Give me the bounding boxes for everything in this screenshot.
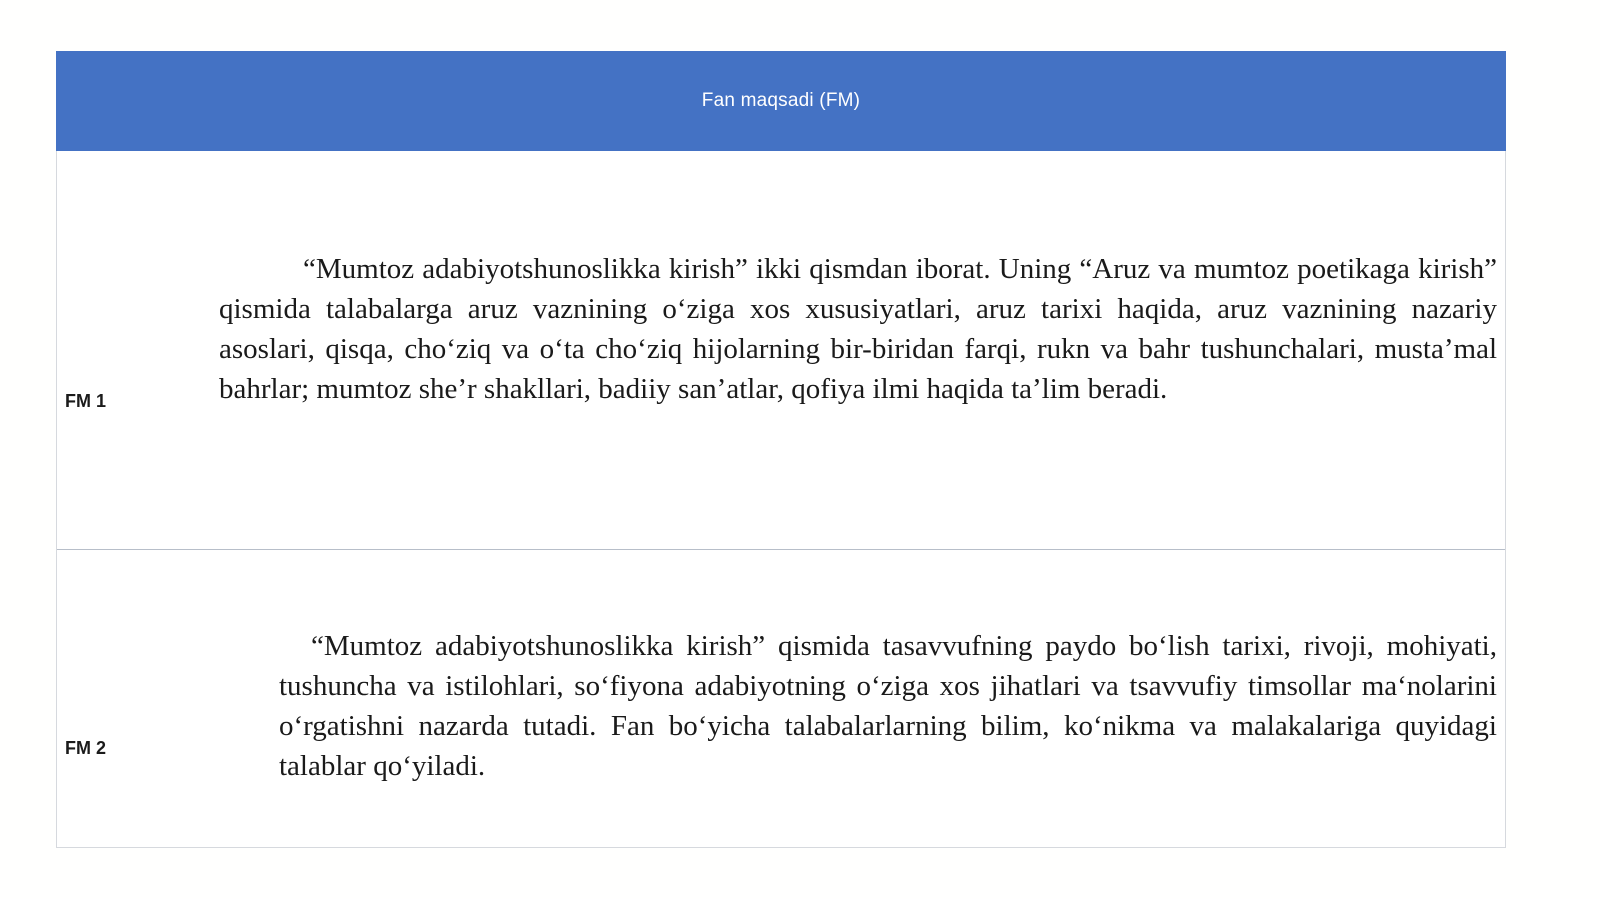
table-header bbox=[56, 51, 1506, 151]
table-row-fm2 bbox=[57, 550, 1505, 847]
header-title: Fan maqsadi (FM) bbox=[701, 90, 861, 111]
row-label-fm2: FM 2 bbox=[65, 738, 107, 758]
row-text-fm2: “Mumtoz adabiyotshunoslikka kirish” qismida tasavvufning paydo boʻlish tarixi, rivoji, mohiyati, tushuncha va istilohlari, soʻfiyona adabiyotning oʻziga xos jihatlari va tsavvufiy timsollar maʻnolarini oʻrgatishni nazarda tutadi. Fan boʻyicha talabalarlarning bilim, koʻnikma va malakalariga quyidagi talablar qoʻyiladi. bbox=[279, 630, 1497, 782]
table-row-fm1 bbox=[57, 151, 1505, 550]
row-text-fm1: “Mumtoz adabiyotshunoslikka kirish” ikki qismdan iborat. Uning “Aruz va mumtoz poetikaga kirish” qismida talabalarga aruz vaznining oʻziga xos xususiyatlari, aruz tarixi haqida, aruz vaznining nazariy asoslari, qisqa, choʻziq va oʻta choʻziq hijolarning bir-biridan farqi, rukn va bahr tushunchalari, mustaʼmal bahrlar; mumtoz sheʼr shakllari, badiiy sanʼatlar, qofiya ilmi haqida taʼlim beradi. bbox=[219, 253, 1497, 405]
goals-table bbox=[56, 51, 1506, 848]
row-label-fm1: FM 1 bbox=[65, 391, 107, 411]
